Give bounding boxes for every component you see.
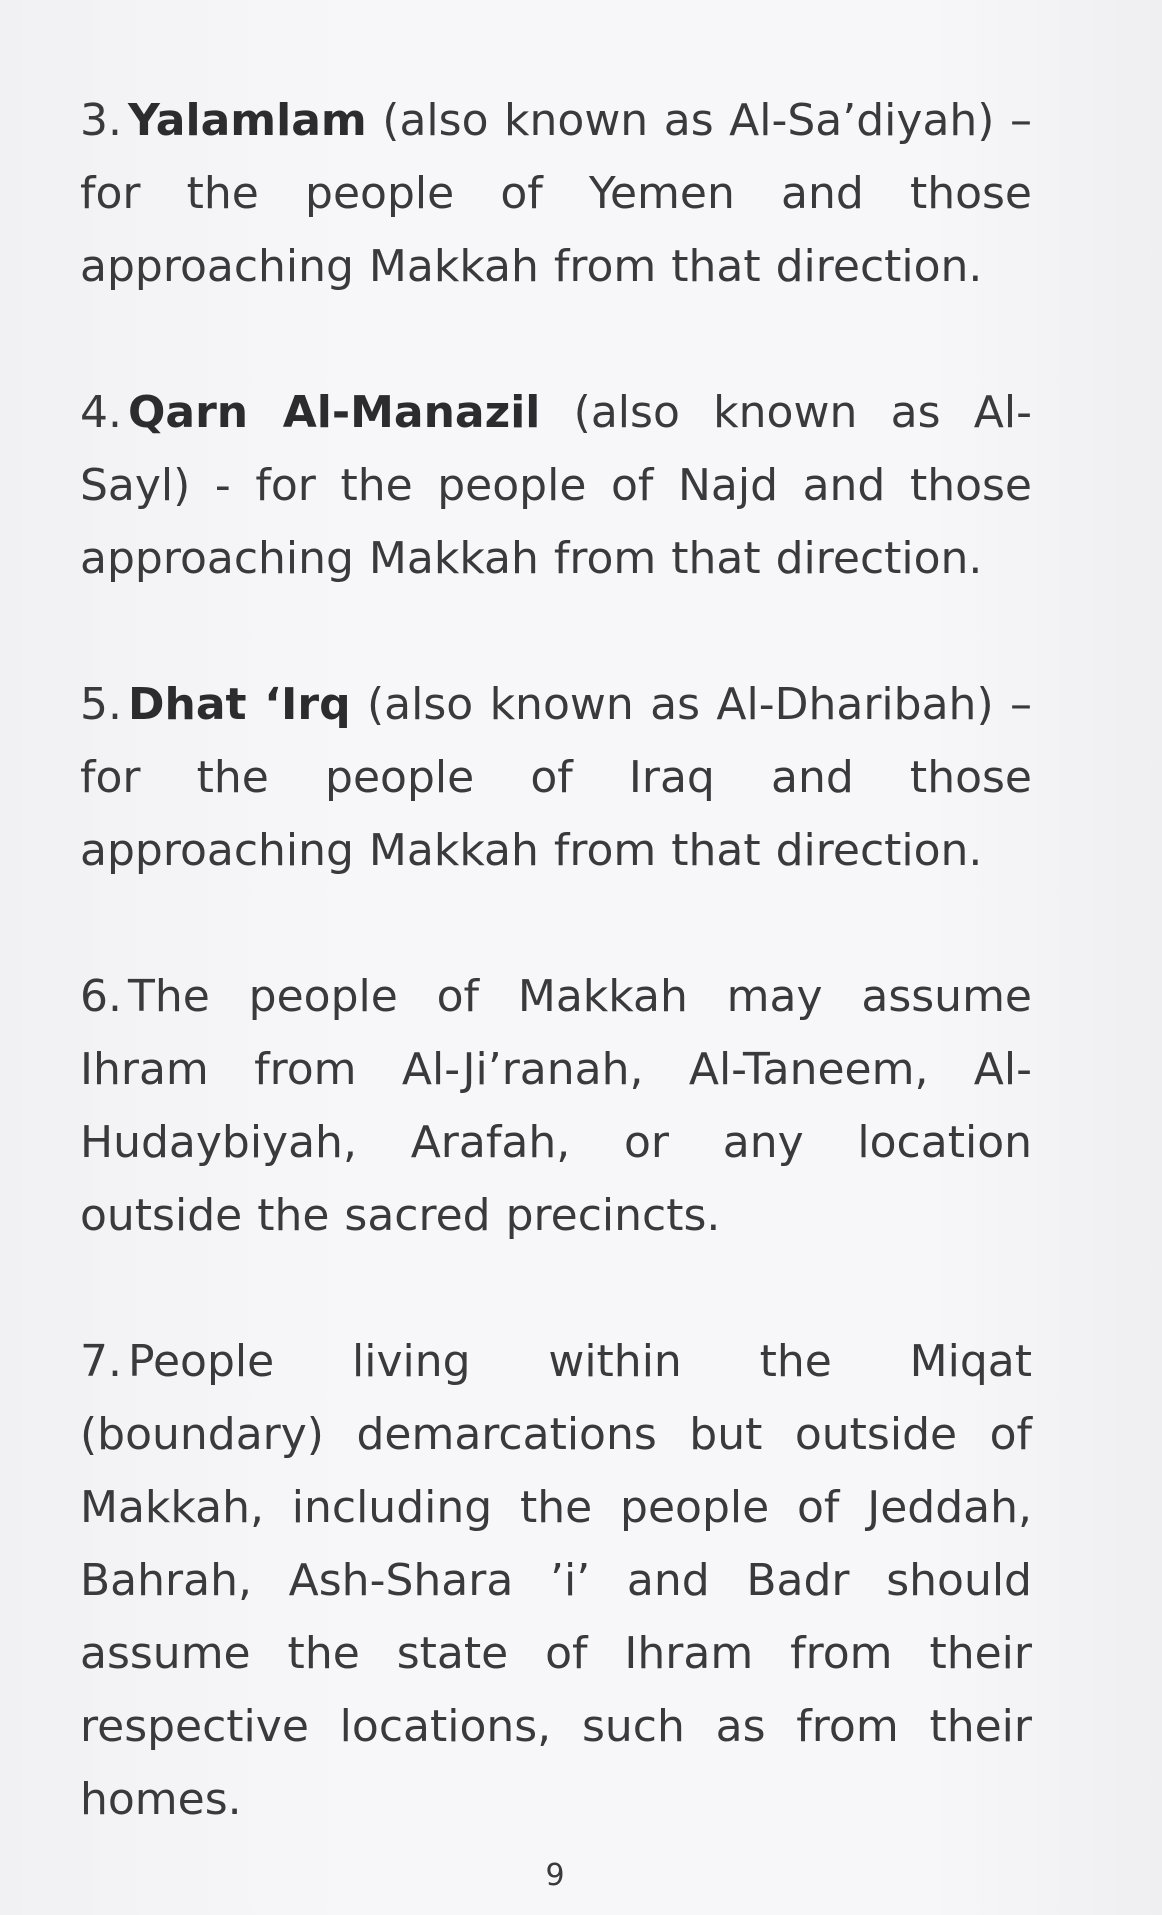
item-text: (also known as Al-Sa’diyah) – for the people of Yemen and those approaching Makkah from that direction. (80, 95, 1032, 292)
item-text: The people of Makkah may assume Ihram from Al-Ji’ranah, Al-Taneem, Al-Hudaybiyah, Arafah, or any location outside the sacred precincts. (80, 971, 1032, 1241)
miqat-name: Yalamlam (127, 95, 367, 146)
list-item-miqat-yalamlam (80, 84, 1032, 303)
miqat-name: Dhat ‘Irq (127, 679, 351, 730)
item-number: 7. (80, 1336, 122, 1387)
item-number: 3. (80, 95, 122, 146)
item-number: 6. (80, 971, 122, 1022)
item-text: People living within the Miqat (boundary) demarcations but outside of Makkah, including the people of Jeddah, Bahrah, Ash-Shara ’i’ and Badr should assume the state of Ihram from their respective locations, such as from their homes. (80, 1336, 1032, 1825)
page-number: 9 (545, 1858, 565, 1893)
list-item-miqat-qarn-al-manazil (80, 376, 1032, 595)
item-number: 4. (80, 387, 122, 438)
item-text: (also known as Al-Sayl) - for the people of Najd and those approaching Makkah from that direction. (80, 387, 1032, 584)
list-item-miqat-dhat-irq (80, 668, 1032, 887)
list-item-people-of-makkah (80, 960, 1032, 1252)
page-content (80, 84, 1032, 1909)
item-number: 5. (80, 679, 122, 730)
miqat-name: Qarn Al-Manazil (127, 387, 541, 438)
item-text: (also known as Al-Dharibah) – for the people of Iraq and those approaching Makkah from that direction. (80, 679, 1033, 876)
list-item-people-within-miqat (80, 1325, 1032, 1836)
